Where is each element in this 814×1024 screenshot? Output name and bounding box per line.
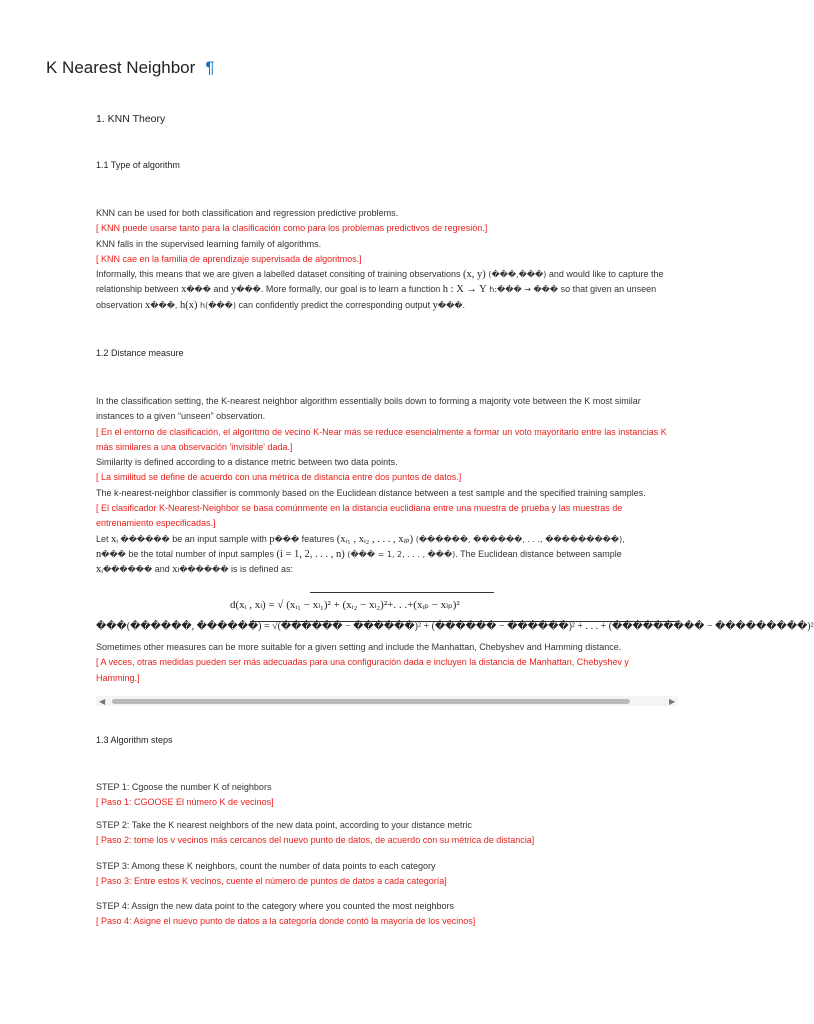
garbled-math: ��� xyxy=(274,534,300,544)
title-text: K Nearest Neighbor xyxy=(46,58,196,77)
translation-line: [ En el entorno de clasificación, el algoritmo de vecino K-Near más se reduce esencialmente a formar un voto mayoritario entre las instancias K más similares a una observación 'invisible' dada.] xyxy=(96,426,667,452)
algorithm-step-2 xyxy=(96,818,668,849)
text-line: The k-nearest-neighbor classifier is commonly based on the Euclidean distance between a test sample and the specified training samples. xyxy=(96,487,646,498)
garbled-math: ���, xyxy=(150,300,180,310)
translation-line: [ La similitud se define de acuerdo con una métrica de distancia entre dos puntos de datos.] xyxy=(96,472,462,483)
formal-definition-text xyxy=(96,267,668,313)
text-line: KNN can be used for both classification and regression predictive problems. xyxy=(96,208,399,218)
garbled-math: ��� xyxy=(186,285,214,295)
step-text: STEP 2: Take the K nearest neighbors of the new data point, according to your distance metric xyxy=(96,820,472,830)
page-title xyxy=(46,58,214,78)
math-expression: y xyxy=(231,284,237,296)
garbled-math: ������ xyxy=(102,565,153,575)
text-span: . More formally, our goal is to learn a function xyxy=(260,284,443,295)
text-span: be the total number of input samples xyxy=(125,548,277,559)
math-expression: p xyxy=(269,533,275,545)
text-span: Let xyxy=(96,533,112,544)
text-span: be an input sample with xyxy=(169,533,270,544)
translation-line: [ El clasificador K-Nearest-Neighbor se basa comúnmente en la distancia euclidiana entre una muestra de prueba y las muestras de entrenamiento especificadas.] xyxy=(96,503,623,529)
sqrt-overline xyxy=(310,592,494,593)
subsection-heading-steps: 1.3 Algorithm steps xyxy=(96,735,173,745)
scroll-left-arrow-icon[interactable]: ◀ xyxy=(99,697,106,706)
let-sample-line xyxy=(96,532,668,547)
section-heading-knn-theory: 1. KNN Theory xyxy=(96,113,166,125)
step-text: STEP 1: Cgoose the number K of neighbors xyxy=(96,782,272,792)
subsection-heading-type: 1.1 Type of algorithm xyxy=(96,160,180,170)
scrollbar-thumb[interactable] xyxy=(112,699,630,704)
algorithm-step-1 xyxy=(96,780,668,811)
math-expression: xₗ xyxy=(172,564,180,576)
math-expression: y xyxy=(432,299,438,311)
translation-line: [ KNN cae en la familia de aprendizaje supervisada de algoritmos.] xyxy=(96,253,362,264)
euclidean-distance-formula: d(xᵢ , xₗ) = √ (xᵢ₁ − xₗ₁)² + (xᵢ₂ − xₗ₂)²+. . .+(xᵢₚ − xₗₚ)² xyxy=(230,599,460,611)
paragraph-type-of-algorithm xyxy=(96,206,668,313)
text-span: so that given an unseen observation xyxy=(96,284,657,310)
distance-definition-line xyxy=(96,562,668,577)
garbled-math: h:��� → ��� xyxy=(486,285,561,295)
math-expression: xᵢ xyxy=(111,533,118,545)
math-expression: x xyxy=(181,284,187,296)
paragraph-distance-measure xyxy=(96,394,668,578)
step-text: STEP 3: Among these K neighbors, count the number of data points to each category xyxy=(96,861,436,871)
text-span: and would like to capture the relationship between xyxy=(96,269,664,295)
math-expression: h(x) xyxy=(179,299,198,311)
algorithm-step-4 xyxy=(96,899,668,930)
garbled-math: ���. xyxy=(437,300,466,310)
text-line: In the classification setting, the K-nearest neighbor algorithm essentially boils down to forming a majority vote between the K most similar instances to a given “unseen” observation. xyxy=(96,396,641,422)
garbled-math: ��� xyxy=(101,549,126,559)
text-line: Sometimes other measures can be more suitable for a given setting and include the Manhattan, Chebyshev and Hamming distance. xyxy=(96,642,622,652)
text-span: Informally, this means that we are given a labelled dataset consiting of training observations xyxy=(96,269,464,280)
step-translation: [ Paso 1: CGOOSE El número K de vecinos] xyxy=(96,797,274,808)
translation-line: [ A veces, otras medidas pueden ser más adecuadas para una configuración dada e incluyen la distancia de Manhattan, Chebyshev y Hamming.] xyxy=(96,657,629,683)
text-line: Similarity is defined according to a distance metric between two data points. xyxy=(96,457,398,468)
step-translation: [ Paso 2: tome los v vecinos más cercanos del nuevo punto de datos, de acuerdo con su métrica de distancia] xyxy=(96,835,535,846)
subsection-heading-distance: 1.2 Distance measure xyxy=(96,348,184,358)
text-line: KNN falls in the supervised learning family of algorithms. xyxy=(96,238,322,249)
math-expression: n xyxy=(96,548,102,560)
text-span: and xyxy=(213,284,231,295)
text-span: can confidently predict the corresponding output xyxy=(238,299,433,310)
math-expression: (x, y) xyxy=(463,269,486,281)
translation-line: [ KNN puede usarse tanto para la clasificación como para los problemas predictivos de regresión.] xyxy=(96,223,488,234)
text-span: is is defined as: xyxy=(228,564,293,575)
math-expression: (xᵢ₁ , xᵢ₂ , . . . , xᵢₚ) xyxy=(336,533,414,545)
garbled-math: ��� xyxy=(236,285,261,295)
text-span: and xyxy=(152,564,173,575)
text-span: . The Euclidean distance between sample xyxy=(455,548,622,559)
math-expression: (i = 1, 2, . . . , n) xyxy=(276,548,345,560)
math-expression: x xyxy=(145,299,151,311)
total-samples-line xyxy=(96,547,668,562)
math-expression: h : X → Y xyxy=(442,284,487,296)
step-translation: [ Paso 3: Entre estos K vecinos, cuente el número de puntos de datos a cada categoría] xyxy=(96,876,447,887)
garbled-math: (������, ������, . . ., ���������), xyxy=(413,534,625,544)
garbled-math: ������ xyxy=(117,534,170,544)
algorithm-step-3 xyxy=(96,859,668,890)
garbled-distance-formula: ���(������, ������) = √(������ − ������)² + (������ − ������)² + . . . + (��������� − ���������)² xyxy=(96,621,814,632)
step-text: STEP 4: Assign the new data point to the category where you counted the most neighbors xyxy=(96,901,455,911)
step-translation: [ Paso 4: Asigne el nuevo punto de datos a la categoría donde contó la mayoría de los vecinos] xyxy=(96,916,476,927)
garbled-math: (��� = 1, 2, . . . , ���) xyxy=(344,549,456,559)
math-expression: xᵢ xyxy=(96,564,103,576)
garbled-math: (���,���) xyxy=(485,270,549,280)
text-span: features xyxy=(299,533,337,544)
pilcrow-anchor-link[interactable]: ¶ xyxy=(205,58,215,77)
garbled-math: ������ xyxy=(179,565,229,575)
paragraph-other-measures xyxy=(96,640,668,686)
scroll-right-arrow-icon[interactable]: ▶ xyxy=(669,697,676,706)
garbled-math: h(���) xyxy=(197,300,239,310)
